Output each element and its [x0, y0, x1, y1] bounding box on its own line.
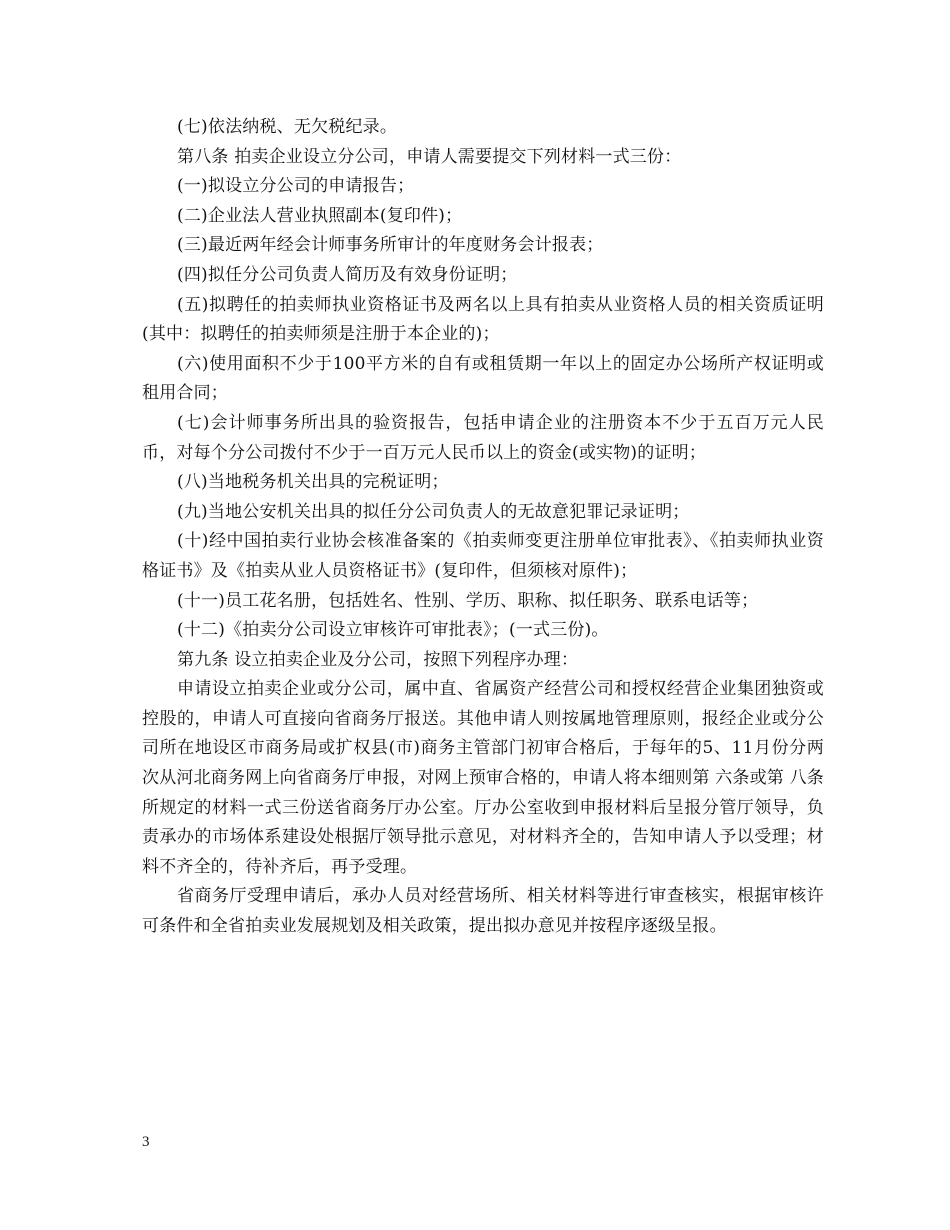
paragraph: 申请设立拍卖企业或分公司，属中直、省属资产经营公司和授权经营企业集团独资或控股的，申请人可直接向省商务厅报送。其他申请人则按属地管理原则，报经企业或分公司所在地设区市商务局或扩权县(市)商务主管部门初审合格后，于每年的5、11月份分两次从河北商务网上向省商务厅申报，对网上预审合格的，申请人将本细则第 六条或第 八条所规定的材料一式三份送省商务厅办公室。厅办公室收到申报材料后呈报分管厅领导，负责承办的市场体系建设处根据厅领导批示意见，对材料齐全的，告知申请人予以受理；材料不齐全的，待补齐后，再予受理。 [142, 679, 825, 877]
article-heading: 第九条 设立拍卖企业及分公司，按照下列程序办理： [177, 649, 579, 670]
list-item: (三)最近两年经会计师事务所审计的年度财务会计报表； [177, 235, 604, 256]
page-number: 3 [142, 1134, 150, 1150]
list-item: (七)会计师事务所出具的验资报告，包括申请企业的注册资本不少于五百万元人民币，对每个分公司拨付不少于一百万元人民币以上的资金(或实物)的证明； [142, 412, 824, 463]
paragraph: (七)依法纳税、无欠税纪录。 [177, 117, 398, 137]
list-item: (十一)员工花名册，包括姓名、性别、学历、职称、拟任职务、联系电话等； [177, 590, 759, 611]
list-item: (二)企业法人营业执照副本(复印件)； [177, 205, 463, 226]
list-item: (十)经中国拍卖行业协会核准备案的《拍卖师变更注册单位审批表》、《拍卖师执业资格证书》及《拍卖从业人员资格证书》(复印件，但须核对原件)； [142, 531, 824, 581]
list-item: (四)拟任分公司负责人简历及有效身份证明； [177, 264, 518, 285]
list-item: (六)使用面积不少于100平方米的自有或租赁期一年以上的固定办公场所产权证明或租用合同； [142, 353, 824, 404]
paragraph: 省商务厅受理申请后，承办人员对经营场所、相关材料等进行审查核实，根据审核许可条件和全省拍卖业发展规划及相关政策，提出拟办意见并按程序逐级呈报。 [142, 886, 824, 937]
list-item: (五)拟聘任的拍卖师执业资格证书及两名以上具有拍卖从业资格人员的相关资质证明(其中：拟聘任的拍卖师须是注册于本企业的)； [142, 294, 824, 345]
article-heading: 第八条 拍卖企业设立分公司，申请人需要提交下列材料一式三份： [177, 146, 682, 167]
document-body [142, 113, 824, 942]
list-item: (一)拟设立分公司的申请报告； [177, 176, 415, 197]
list-item: (十二)《拍卖分公司设立审核许可审批表》；(一式三份)。 [177, 620, 609, 641]
list-item: (八)当地税务机关出具的完税证明； [177, 472, 449, 493]
list-item: (九)当地公安机关出具的拟任分公司负责人的无故意犯罪记录证明； [177, 501, 690, 522]
